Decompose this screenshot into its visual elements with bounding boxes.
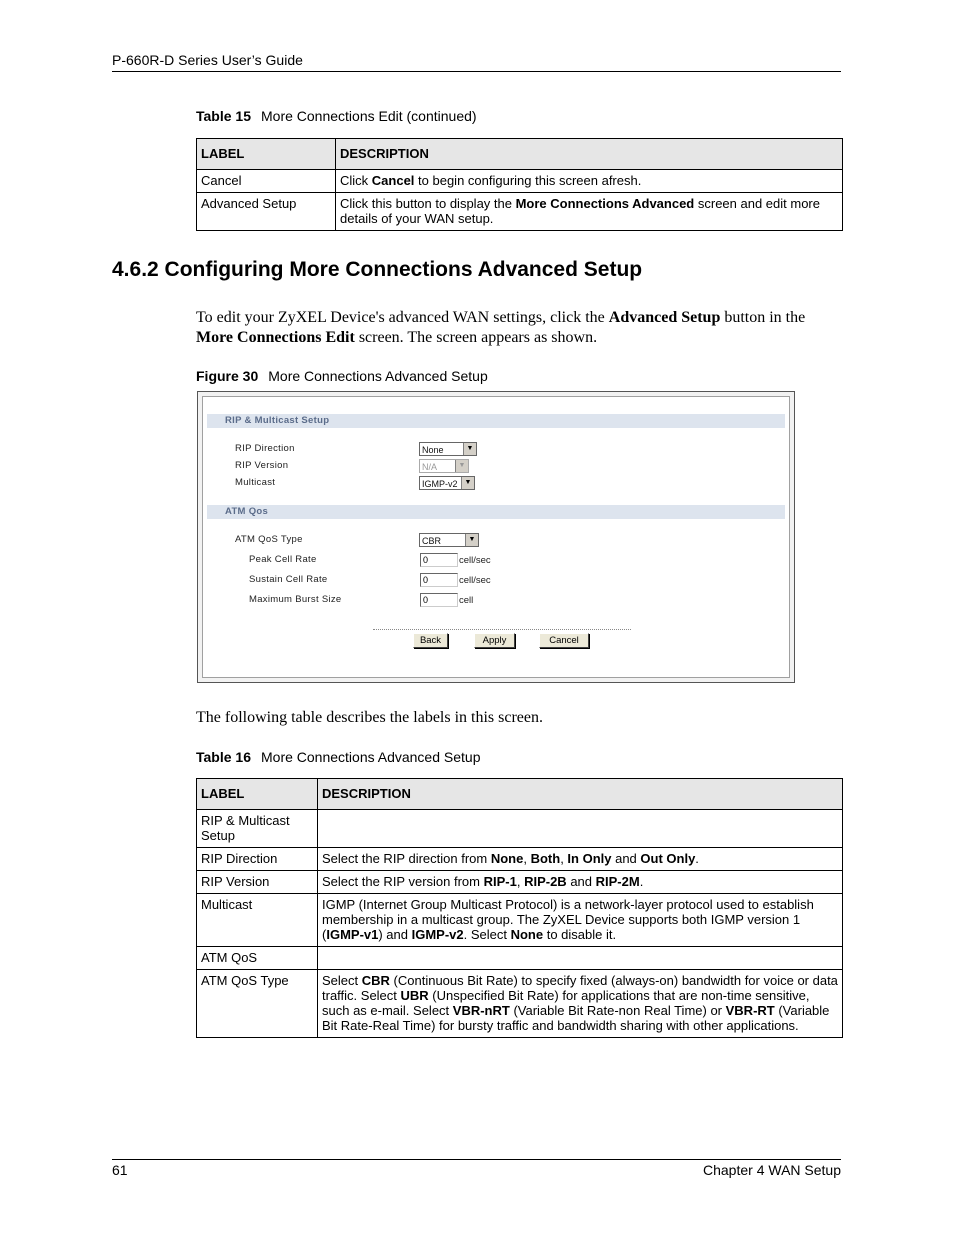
table15-row-label: Advanced Setup: [197, 193, 336, 231]
atm-qos-type-value: CBR: [422, 536, 442, 546]
chevron-down-icon: ▼: [465, 534, 478, 546]
table16-row-label: RIP Direction: [197, 848, 318, 871]
table15-caption: [196, 108, 477, 124]
table15-row: [197, 170, 843, 193]
atm-qos-type-select[interactable]: [419, 533, 479, 547]
rip-multicast-section-header: RIP & Multicast Setup: [207, 414, 785, 428]
table16-row-label: ATM QoS: [197, 947, 318, 970]
bold-term: IGMP-v2: [411, 927, 464, 942]
atm-qos-section-header: ATM Qos: [207, 505, 785, 519]
bold-term: RIP-2B: [524, 874, 567, 889]
button-separator: [373, 629, 631, 630]
table16-row-label: RIP Version: [197, 871, 318, 894]
chevron-down-icon: ▼: [455, 460, 468, 472]
table16-row: [197, 871, 843, 894]
table16: [196, 778, 843, 1038]
max-burst-size-input[interactable]: 0: [420, 593, 458, 607]
chapter-title: Chapter 4 WAN Setup: [703, 1162, 841, 1178]
bold-term: VBR-RT: [725, 1003, 775, 1018]
table16-caption: [196, 749, 480, 765]
multicast-select[interactable]: [419, 476, 475, 490]
advanced-setup-panel: [202, 396, 790, 678]
multicast-value: IGMP-v2: [422, 479, 458, 489]
atm-qos-type-label: ATM QoS Type: [235, 534, 303, 545]
cancel-button[interactable]: Cancel: [539, 633, 589, 648]
bold-term: Both: [530, 851, 561, 866]
running-header: P-660R-D Series User’s Guide: [112, 52, 303, 68]
figure30-caption-text: More Connections Advanced Setup: [268, 368, 488, 384]
intro-paragraph: To edit your ZyXEL Device's advanced WAN settings, click the Advanced Setup button in the More Connections Edit screen. The screen appears as shown.: [196, 309, 806, 346]
table16-caption-label: Table 16: [196, 749, 251, 765]
page-number: 61: [112, 1162, 128, 1178]
table16-caption-text: More Connections Advanced Setup: [261, 749, 481, 765]
bold-term: More Connections Edit: [196, 329, 355, 346]
table15-caption-text: More Connections Edit (continued): [261, 108, 477, 124]
table15-row-label: Cancel: [197, 170, 336, 193]
footer-rule: [112, 1159, 841, 1160]
table16-row-description: IGMP (Internet Group Multicast Protocol) is a network-layer protocol used to establish membership in a multicast group. The ZyXEL Device supports both IGMP version 1 (IGMP-v1) and IGMP-v2. Select None to disable it.: [318, 894, 843, 947]
table15-row-description: Click this button to display the More Connections Advanced screen and edit more details of your WAN setup.: [336, 193, 843, 231]
rip-version-label: RIP Version: [235, 460, 289, 471]
table16-row-description: Select the RIP version from RIP-1, RIP-2B and RIP-2M.: [318, 871, 843, 894]
bold-term: Advanced Setup: [608, 309, 721, 326]
bold-term: None: [490, 851, 524, 866]
bold-term: RIP-1: [483, 874, 517, 889]
bold-term: Cancel: [371, 173, 415, 188]
bold-term: RIP-2M: [595, 874, 640, 889]
figure30-caption: [196, 368, 488, 384]
section-title: 4.6.2 Configuring More Connections Advanced Setup: [112, 258, 643, 281]
bold-term: CBR: [361, 973, 390, 988]
sustain-cell-rate-input[interactable]: 0: [420, 573, 458, 587]
max-burst-size-unit: cell: [459, 595, 474, 606]
peak-cell-rate-label: Peak Cell Rate: [249, 554, 317, 565]
table15-caption-label: Table 15: [196, 108, 251, 124]
rip-version-value: N/A: [422, 462, 438, 472]
table15-header-label: LABEL: [197, 139, 336, 170]
table16-row-label: RIP & Multicast Setup: [197, 810, 318, 848]
table16-row-label: ATM QoS Type: [197, 970, 318, 1038]
back-button[interactable]: Back: [413, 633, 448, 648]
chevron-down-icon: ▼: [463, 443, 476, 455]
table16-row-label: Multicast: [197, 894, 318, 947]
multicast-label: Multicast: [235, 477, 276, 488]
chevron-down-icon: ▼: [461, 477, 474, 489]
rip-direction-label: RIP Direction: [235, 443, 295, 454]
table15-row-description: Click Cancel to begin configuring this screen afresh.: [336, 170, 843, 193]
table16-header-label: LABEL: [197, 779, 318, 810]
sustain-cell-rate-label: Sustain Cell Rate: [249, 574, 328, 585]
max-burst-size-label: Maximum Burst Size: [249, 594, 342, 605]
bold-term: UBR: [400, 988, 429, 1003]
table15-header-description: DESCRIPTION: [336, 139, 843, 170]
sustain-cell-rate-unit: cell/sec: [459, 575, 491, 586]
bold-term: More Connections Advanced: [515, 196, 695, 211]
peak-cell-rate-input[interactable]: 0: [420, 553, 458, 567]
table16-row: [197, 810, 843, 848]
bold-term: VBR-nRT: [452, 1003, 510, 1018]
figure30-caption-label: Figure 30: [196, 368, 259, 384]
rip-direction-select[interactable]: [419, 442, 477, 456]
table15: [196, 138, 843, 231]
table15-row: [197, 193, 843, 231]
apply-button[interactable]: Apply: [474, 633, 515, 648]
figure30-screenshot: [197, 391, 795, 683]
bold-term: Out Only: [640, 851, 696, 866]
rip-version-select[interactable]: [419, 459, 469, 473]
table16-row-description: [318, 947, 843, 970]
table16-row-description: Select the RIP direction from None, Both, In Only and Out Only.: [318, 848, 843, 871]
table16-row: [197, 970, 843, 1038]
peak-cell-rate-unit: cell/sec: [459, 555, 491, 566]
table16-row-description: Select CBR (Continuous Bit Rate) to specify fixed (always-on) bandwidth for voice or data traffic. Select UBR (Unspecified Bit Rate) for applications that are non-time sensitive, such as e-mail. Select VBR-nRT (Variable Bit Rate-non Real Time) or VBR-RT (Variable Bit Rate-Real Time) for bursty traffic and bandwidth sharing with other applications.: [318, 970, 843, 1038]
bold-term: In Only: [567, 851, 612, 866]
bold-term: None: [510, 927, 544, 942]
table16-row: [197, 894, 843, 947]
header-rule: [112, 71, 841, 72]
bold-term: IGMP-v1: [326, 927, 379, 942]
table16-row: [197, 848, 843, 871]
table16-row-description: [318, 810, 843, 848]
rip-direction-value: None: [422, 445, 444, 455]
table16-row: [197, 947, 843, 970]
following-text: The following table describes the labels in this screen.: [196, 709, 544, 726]
table16-header-description: DESCRIPTION: [318, 779, 843, 810]
